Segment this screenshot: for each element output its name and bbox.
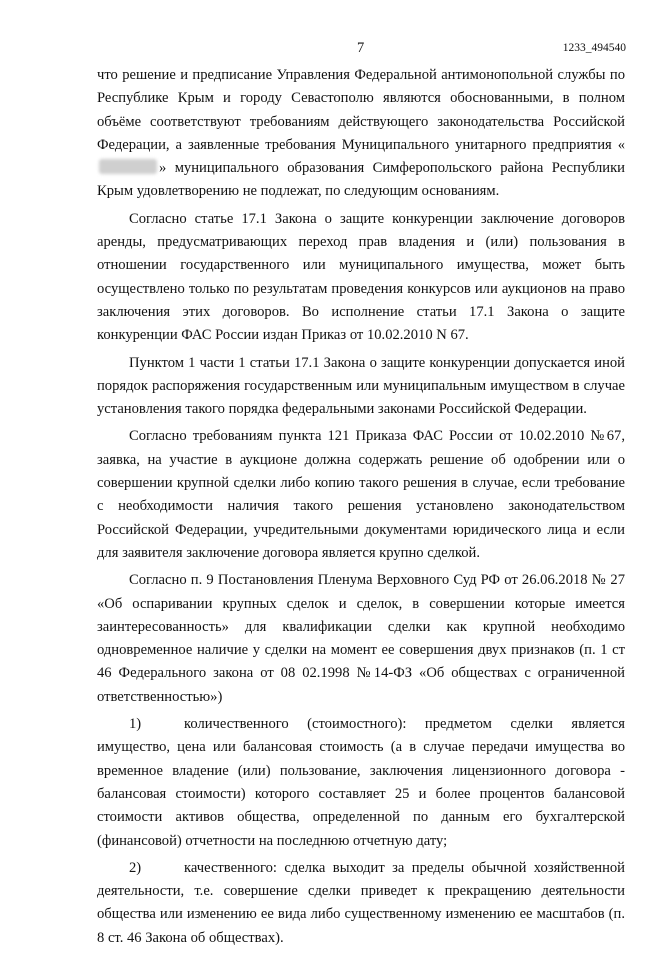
paragraph-order-121: Согласно требованиям пункта 121 Приказа ФАС России от 10.02.2010 №67, заявка, на участие в аукционе должна содержать решение об одобрении или о совершении крупной сделки либо копию такого решения в случае, если требование с необходимости наличия такого решения установлено законодательством Российской Федерации, учредительными документами юридического лица и если для заявителя заключение договора является крупно сделкой. [97,428,625,561]
list-item-text: количественного (стоимостного): предметом сделки является имущество, цена или балансовая стоимость (а в случае передачи имущества во временное владение (или) пользование, заключения лицензионного договора - балансовая стоимости) которого составляет 25 и более процентов балансовой стоимости активов общества, определенной по данным его бухгалтерской (финансовой) отчетности на последнюю отчетную дату; [97,716,625,849]
list-item-number: 1) [129,716,142,733]
paragraph-text-part-1: что решение и предписание Управления Федеральной антимонопольной службы по Республике Крым и городу Севастополю являются обоснованными, в полном объёме соответствуют требованиям действующего законодательства Российской Федерации, а заявленные требования Муниципального унитарного предприятия « [97,67,625,153]
paragraph-plenum-resolution: Согласно п. 9 Постановления Пленума Верховного Суд РФ от 26.06.2018 № 27 «Об оспаривании крупных сделок и сделок, в совершении которые имеется заинтересованность» для квалификации сделки как крупной необходимо одновременное наличие у сделки на момент ее совершения двух признаков (п. 1 ст 46 Федерального закона от 08 02.1998 №14-ФЗ «Об обществах с ограниченной ответственностью») [97,572,625,705]
paragraph-text-part-2: » муниципального образования Симферопольского района Республики Крым удовлетворению не подлежат, по следующим основаниям. [97,160,625,200]
paragraph-conclusion [97,64,625,204]
case-number: 1233_494540 [562,42,626,54]
paragraph-article-17-1: Согласно статье 17.1 Закона о защите конкуренции заключение договоров аренды, предусматривающих переход прав владения и (или) пользования в отношении государственного или муниципального имущества, может быть осуществлено только по результатам проведения конкурсов или аукционов на право заключения этих договоров. Во исполнение статьи 17.1 Закона о защите конкуренции ФАС России издан Приказ от 10.02.2010 N 67. [97,210,625,344]
list-item [97,713,625,853]
list-item [97,857,625,950]
page-header [0,40,672,60]
redacted-name [99,159,157,174]
page-number: 7 [357,40,365,56]
paragraph-clause-1: Пунктом 1 части 1 статьи 17.1 Закона о защите конкуренции допускается иной порядок распоряжения государственным или муниципальным имуществом в случае установления такого порядка федеральными законами Российской Федерации. [97,354,625,418]
document-body [97,64,625,954]
list-item-text: качественного: сделка выходит за пределы обычной хозяйственной деятельности, т.е. совершение сделки приведет к прекращению деятельности общества или изменению ее вида либо существенному изменению ее масштабов (п. 8 ст. 46 Закона об обществах). [97,859,625,946]
list-item-number: 2) [129,859,142,876]
